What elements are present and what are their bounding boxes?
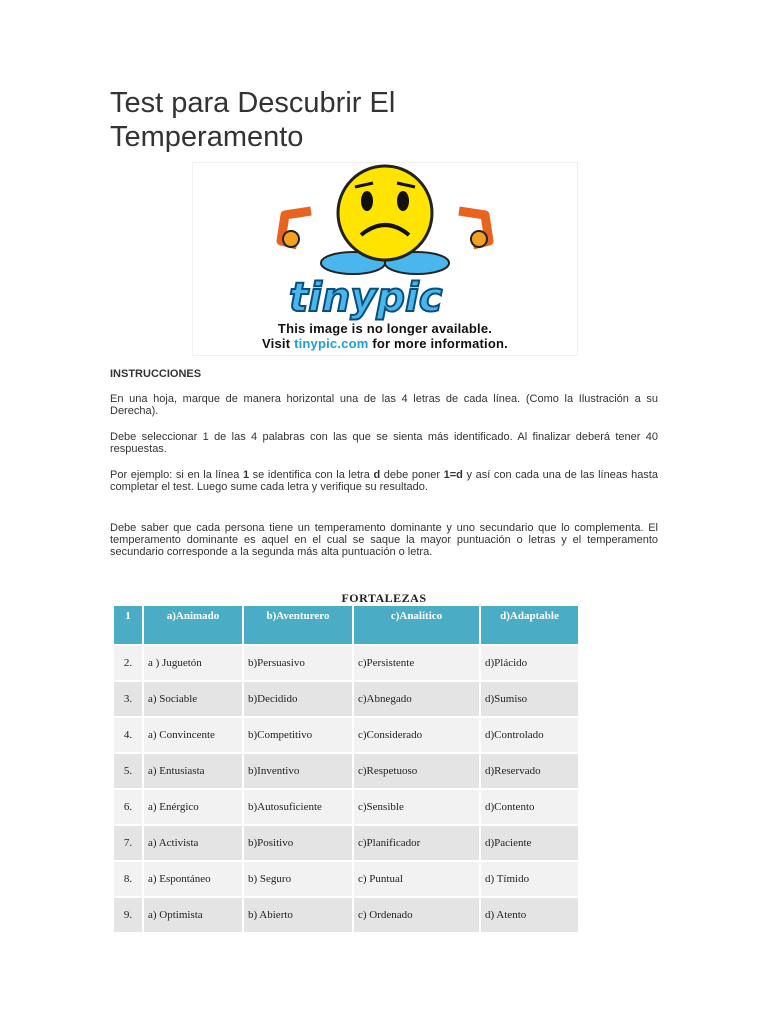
- table-row: [114, 682, 578, 716]
- table-cell: c)Sensible: [354, 790, 479, 824]
- visit-prefix: Visit: [262, 336, 291, 351]
- table-cell: c)Respetuoso: [354, 754, 479, 788]
- table-cell: b)Inventivo: [244, 754, 352, 788]
- placeholder-visit-line: [193, 336, 577, 351]
- brand-logo-text: tinypic: [289, 275, 443, 321]
- table-row: [114, 754, 578, 788]
- p3-text: debe poner: [380, 469, 444, 481]
- table-cell: b)Competitivo: [244, 718, 352, 752]
- table-cell: b)Persuasivo: [244, 646, 352, 680]
- table-cell: c) Ordenado: [354, 898, 479, 932]
- table-cell: d)Sumiso: [481, 682, 578, 716]
- table-cell: d) Tímido: [481, 862, 578, 896]
- tinypic-link[interactable]: tinypic.com: [294, 336, 369, 351]
- row-number-cell: 6.: [114, 790, 142, 824]
- table-cell: a) Activista: [144, 826, 242, 860]
- header-cell: 1: [114, 606, 142, 644]
- table-cell: c)Planificador: [354, 826, 479, 860]
- placeholder-message: This image is no longer available.: [277, 321, 493, 336]
- instruction-paragraph-2: Debe seleccionar 1 de las 4 palabras con las que se sienta más identificado. Al finalizar deberá tener 40 respuestas.: [110, 431, 658, 455]
- table-cell: b)Positivo: [244, 826, 352, 860]
- table-row: [114, 646, 578, 680]
- header-cell: c)Analítico: [354, 606, 479, 644]
- table-cell: a) Entusiasta: [144, 754, 242, 788]
- header-cell: d)Adaptable: [481, 606, 578, 644]
- row-number-cell: 3.: [114, 682, 142, 716]
- p3-text: se identifica con la letra: [249, 469, 374, 481]
- table-row: [114, 826, 578, 860]
- table-header-row: [114, 606, 578, 644]
- table-cell: d)Contento: [481, 790, 578, 824]
- table-cell: a ) Juguetón: [144, 646, 242, 680]
- table-cell: b)Decidido: [244, 682, 352, 716]
- header-cell: b)Aventurero: [244, 606, 352, 644]
- table-cell: b)Autosuficiente: [244, 790, 352, 824]
- visit-suffix: for more information.: [372, 336, 508, 351]
- table-cell: d)Paciente: [481, 826, 578, 860]
- strengths-table: [112, 604, 580, 934]
- instruction-paragraph-4: Debe saber que cada persona tiene un temperamento dominante y uno secundario que lo complementa. El temperamento dominante es aquel en el cual se saque la mayor puntuación o letras y el temperamento secundario corresponde a la segunda más alta puntuación o letra.: [110, 522, 658, 558]
- table-cell: c)Considerado: [354, 718, 479, 752]
- table-caption: FORTALEZAS: [341, 591, 427, 605]
- p3-line-number: 1: [242, 469, 250, 481]
- instruction-paragraph-3: [110, 469, 658, 493]
- table-cell: a) Convincente: [144, 718, 242, 752]
- p3-letter: d: [373, 469, 381, 481]
- p3-text: Por ejemplo: si en la línea: [110, 469, 243, 481]
- table-row: [114, 790, 578, 824]
- table-row: [114, 898, 578, 932]
- table-cell: d)Controlado: [481, 718, 578, 752]
- table-cell: a) Sociable: [144, 682, 242, 716]
- table-row: [114, 862, 578, 896]
- table-cell: b) Seguro: [244, 862, 352, 896]
- header-cell: a)Animado: [144, 606, 242, 644]
- p3-text: y así con cada una de las líneas hasta completar el test. Luego sume cada letra y verifique su resultado.: [110, 469, 658, 493]
- table-cell: a) Enérgico: [144, 790, 242, 824]
- table-cell: c) Puntual: [354, 862, 479, 896]
- table-cell: d)Plácido: [481, 646, 578, 680]
- instructions-heading: INSTRUCCIONES: [110, 368, 202, 380]
- row-number-cell: 9.: [114, 898, 142, 932]
- row-number-cell: 5.: [114, 754, 142, 788]
- table-cell: a) Optimista: [144, 898, 242, 932]
- table-cell: d)Reservado: [481, 754, 578, 788]
- page-title: Test para Descubrir El Temperamento: [110, 87, 396, 153]
- table-cell: b) Abierto: [244, 898, 352, 932]
- row-number-cell: 4.: [114, 718, 142, 752]
- instruction-paragraph-1: En una hoja, marque de manera horizontal una de las 4 letras de cada línea. (Como la Ilustración a su Derecha).: [110, 393, 658, 417]
- row-number-cell: 8.: [114, 862, 142, 896]
- p3-example: 1=d: [443, 469, 463, 481]
- table-cell: a) Espontáneo: [144, 862, 242, 896]
- table-cell: c)Persistente: [354, 646, 479, 680]
- row-number-cell: 2.: [114, 646, 142, 680]
- image-placeholder: [192, 162, 578, 356]
- table-cell: c)Abnegado: [354, 682, 479, 716]
- table-row: [114, 718, 578, 752]
- table-cell: d) Atento: [481, 898, 578, 932]
- row-number-cell: 7.: [114, 826, 142, 860]
